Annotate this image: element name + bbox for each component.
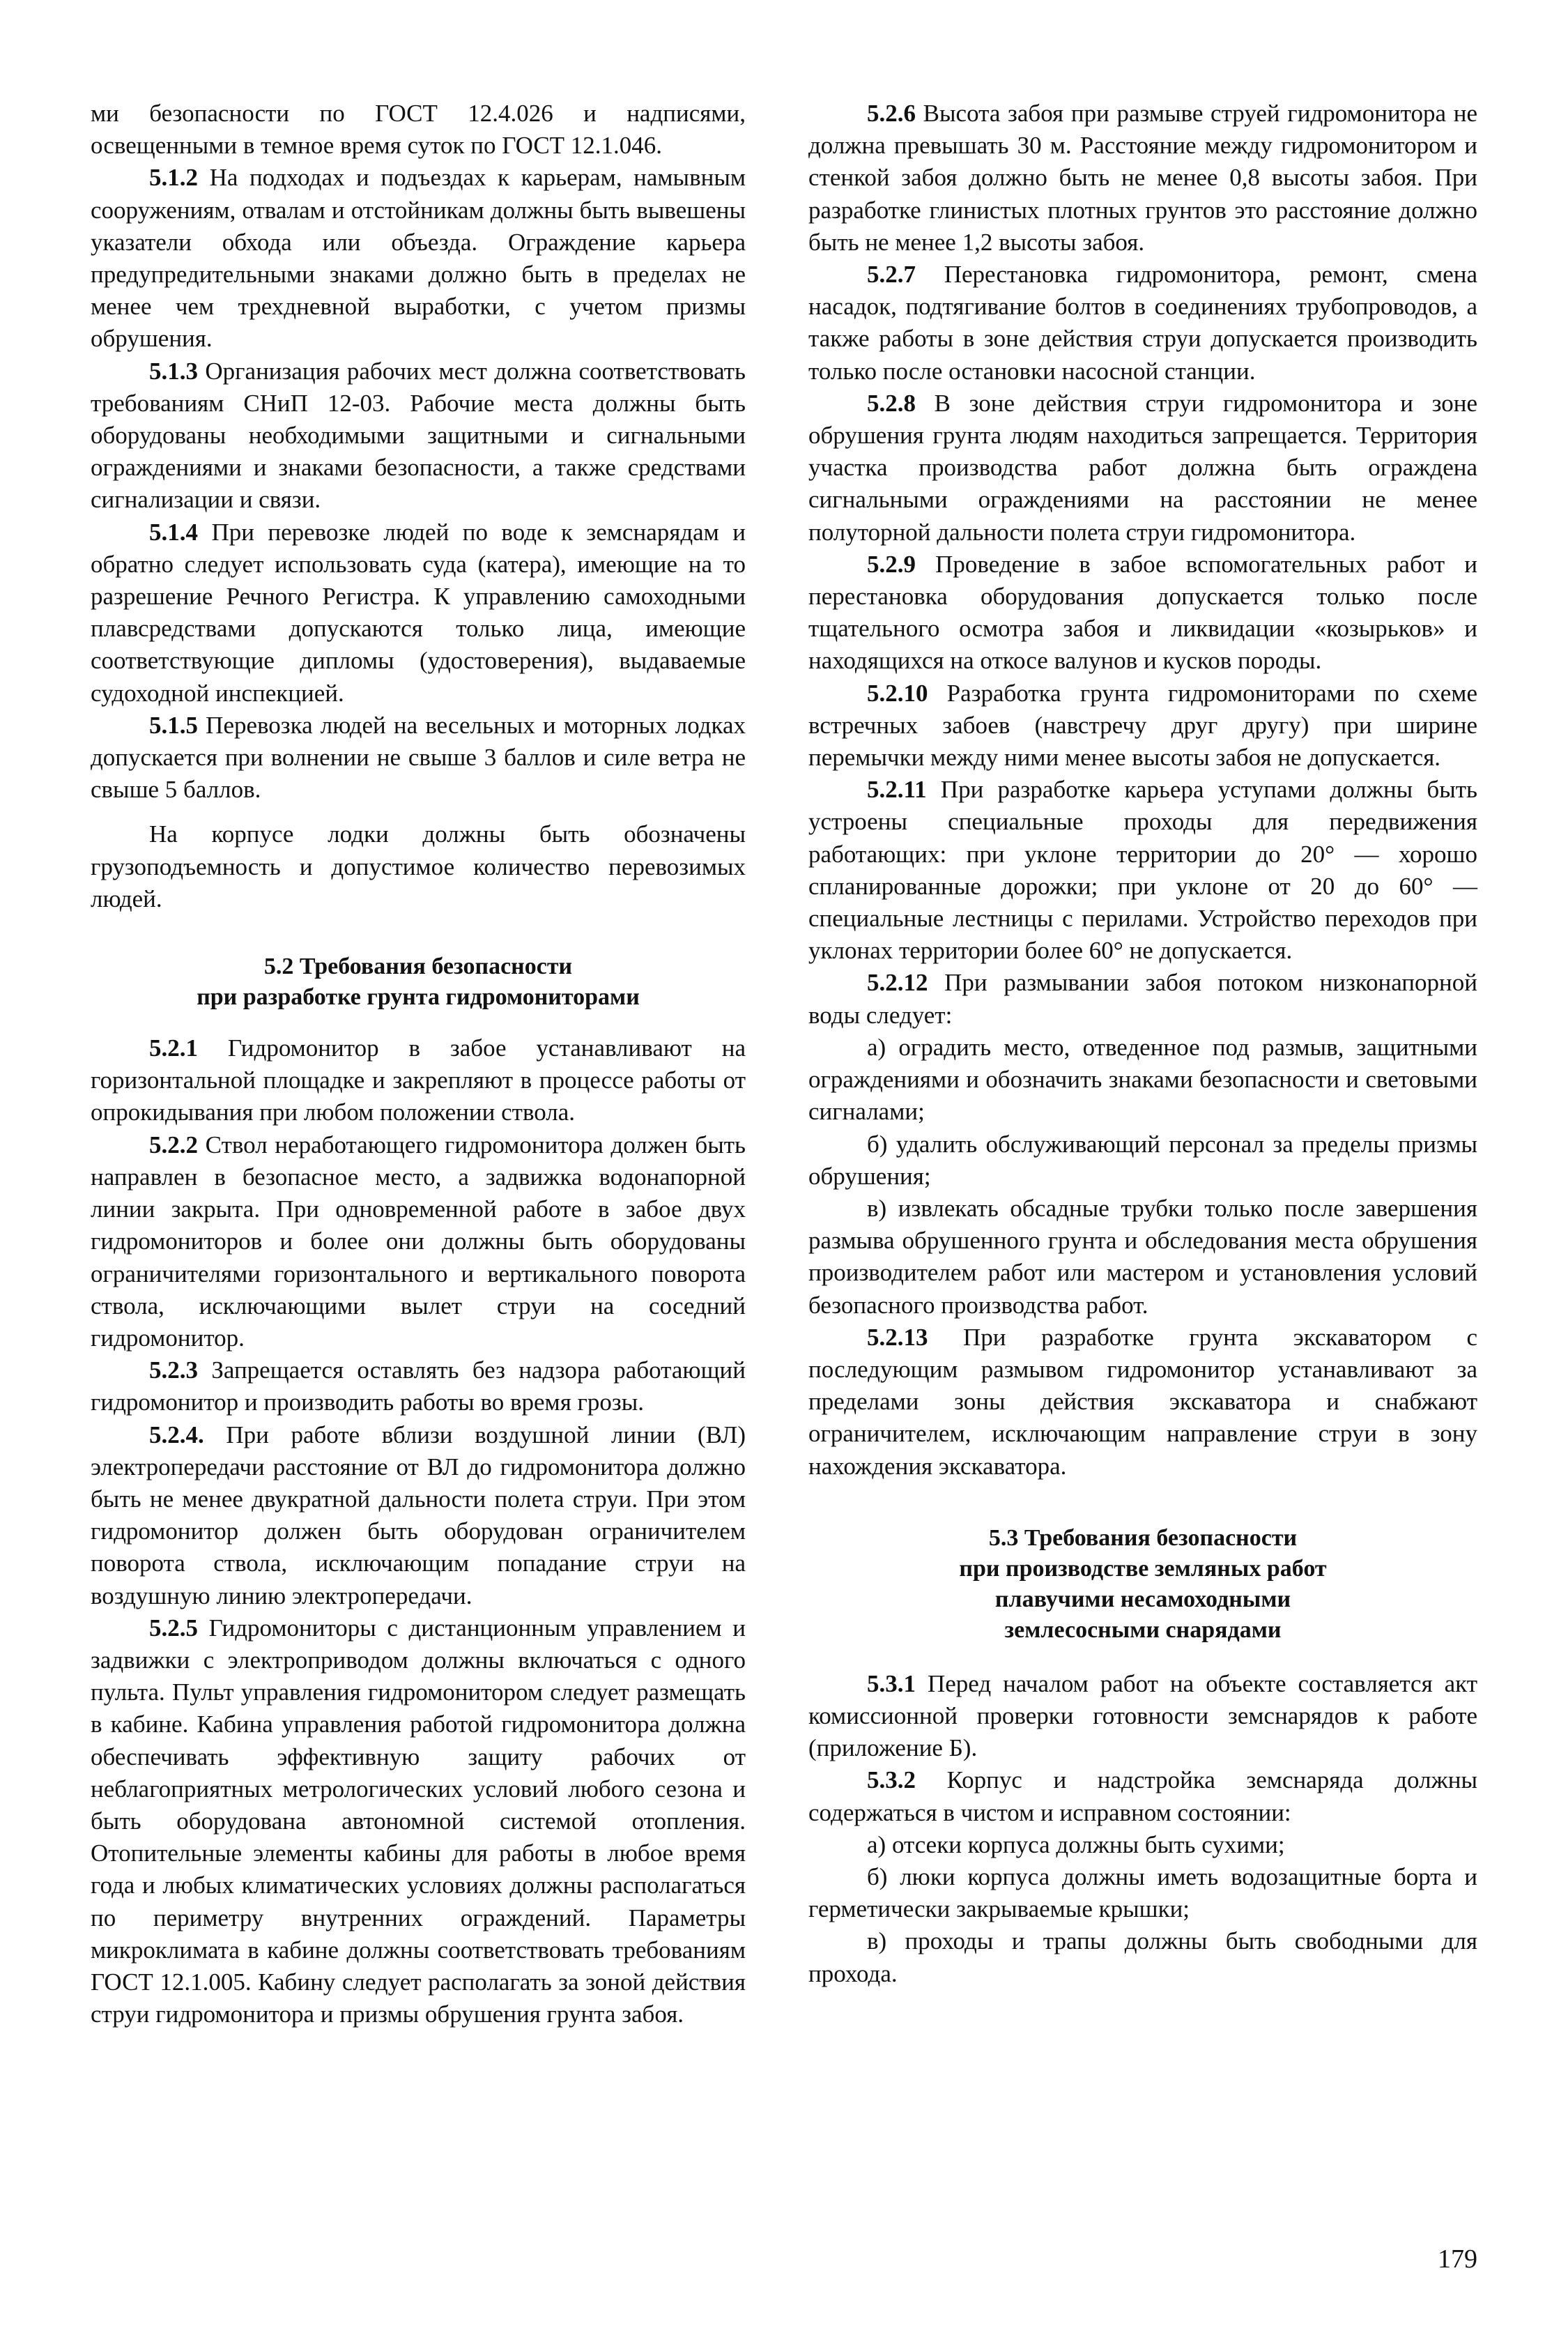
clause-text: При размывании забоя потоком низконапорной воды следует:	[808, 969, 1477, 1029]
heading-line: при разработке грунта гидромониторами	[197, 984, 640, 1011]
heading-line: 5.3 Требования безопасности	[988, 1524, 1298, 1551]
clause-number: 5.2.3	[149, 1356, 198, 1384]
clause-number: 5.2.13	[867, 1323, 928, 1351]
clause-number: 5.1.3	[149, 357, 198, 385]
clause-5-2-7	[808, 259, 1477, 388]
list-item-c: в) проходы и трапы должны быть свободными для прохода.	[808, 1927, 1477, 1987]
clause-number: 5.2.4.	[149, 1421, 204, 1448]
list-item-a: а) отсеки корпуса должны быть сухими;	[867, 1830, 1285, 1858]
heading-line: плавучими несамоходными	[994, 1586, 1291, 1612]
clause-number: 5.2.5	[149, 1614, 198, 1642]
clause-5-2-5	[91, 1612, 746, 2031]
clause-number: 5.3.2	[867, 1766, 916, 1794]
clause-text: Разработка грунта гидромониторами по схеме встречных забоев (навстречу друг другу) при ширине перемычки между ними менее высоты забоя не допускается.	[808, 679, 1477, 772]
clause-text: Перед началом работ на объекте составляется акт комиссионной проверки готовности земснарядов к работе (приложение Б).	[808, 1669, 1477, 1762]
clause-number: 5.2.2	[149, 1131, 198, 1158]
clause-5-2-3	[91, 1354, 746, 1418]
clause-5-2-13	[808, 1322, 1477, 1483]
clause-number: 5.2.6	[867, 100, 916, 127]
clause-text: Гидромониторы с дистанционным управлением и задвижки с электроприводом должны включаться с одного пульта. Пульт управления гидромонитором следует размещать в кабине. Кабина управления работой гидромонитора должна обеспечивать эффективную защиту рабочих от неблагоприятных метрологических условий любого сезона и быть оборудована автономной системой отопления. Отопительные элементы кабины для работы в любое время года и любых климатических условиях должны располагаться по периметру внутренних ограждений. Параметры микроклимата в кабине должны соответствовать требованиям ГОСТ 12.1.005. Кабину следует располагать за зоной действия струи гидромонитора и призмы обрушения грунта забоя.	[91, 1614, 746, 2028]
paragraph-boat: На корпусе лодки должны быть обозначены грузоподъемность и допустимое количество перевозимых людей.	[91, 820, 746, 912]
clause-5-2-12	[808, 967, 1477, 1031]
list-item-b: б) люки корпуса должны иметь водозащитные борта и герметически закрываемые крышки;	[808, 1862, 1477, 1923]
clause-5-1-3	[91, 355, 746, 517]
clause-text: При разработке грунта экскаватором с последующим размывом гидромонитор устанавливают за пределами зоны действия экскаватора и снабжают ограничителем, исключающим направление струи в зону нахождения экскаватора.	[808, 1323, 1477, 1480]
clause-text: Запрещается оставлять без надзора работающий гидромонитор и производить работы во время грозы.	[91, 1356, 746, 1416]
section-heading-5-2	[91, 951, 746, 1013]
clause-text: Перестановка гидромонитора, ремонт, смена насадок, подтягивание болтов в соединениях трубопроводов, а также работы в зоне действия струи допускается производить только после остановки насосной станции.	[808, 261, 1477, 385]
clause-number: 5.1.5	[149, 711, 198, 739]
clause-5-2-10	[808, 678, 1477, 774]
heading-line: землесосными снарядами	[1004, 1616, 1282, 1643]
clause-text: Корпус и надстройка земснаряда должны содержаться в чистом и исправном состоянии:	[808, 1766, 1477, 1826]
clause-number: 5.3.1	[867, 1669, 916, 1697]
clause-number: 5.2.12	[867, 969, 928, 997]
clause-number: 5.2.9	[867, 550, 916, 578]
clause-5-1-4	[91, 517, 746, 710]
page-number: 179	[1438, 2244, 1477, 2274]
clause-5-1-5	[91, 710, 746, 806]
clause-number: 5.1.4	[149, 518, 198, 546]
clause-text: При разработке карьера уступами должны быть устроены специальные проходы для передвижения работающих: при уклоне территории до 20° — хорошо спланированные дорожки; при уклоне от 20 до 60° —специальные лестницы с перилами. Устройство переходов при уклонах территории более 60° не допускается.	[808, 776, 1477, 965]
heading-line: при производстве земляных работ	[959, 1555, 1327, 1582]
clause-text: На подходах и подъездах к карьерам, намывным сооружениям, отвалам и отстойникам должны быть вывешены указатели обхода или объезда. Ограждение карьера предупредительными знаками должно быть в пределах не менее чем трехдневной выработки, с учетом призмы обрушения.	[91, 164, 746, 353]
clause-5-1-2	[91, 162, 746, 355]
clause-text: В зоне действия струи гидромонитора и зоне обрушения грунта людям находиться запрещается. Территория участка производства работ должна быть ограждена сигнальными ограждениями на расстоянии не менее полуторной дальности полета струи гидромонитора.	[808, 389, 1477, 546]
clause-5-2-8	[808, 388, 1477, 549]
clause-text: Организация рабочих мест должна соответствовать требованиям СНиП 12-03. Рабочие места должны быть оборудованы необходимыми защитными и сигнальными ограждениями и знаками безопасности, а также средствами сигнализации и связи.	[91, 357, 746, 514]
paragraph-intro: ми безопасности по ГОСТ 12.4.026 и надписями, освещенными в темное время суток по ГОСТ 12.1.046.	[91, 100, 746, 160]
left-column	[91, 98, 746, 2030]
clause-text: Проведение в забое вспомогательных работ и перестановка оборудования допускается только после тщательного осмотра забоя и ликвидации «козырьков» и находящихся на откосе валунов и кусков породы.	[808, 550, 1477, 675]
clause-text: При перевозке людей по воде к земснарядам и обратно следует использовать суда (катера), имеющие на то разрешение Речного Регистра. К управлению самоходными плавсредствами допускаются только лица, имеющие соответствующие дипломы (удостоверения), выдаваемые судоходной инспекцией.	[91, 518, 746, 707]
clause-5-2-4	[91, 1419, 746, 1612]
list-item-c: в) извлекать обсадные трубки только после завершения размыва обрушенного грунта и обследования места обрушения производителем работ или мастером и установления условий безопасного производства работ.	[808, 1194, 1477, 1319]
list-item-a: а) оградить место, отведенное под размыв, защитными ограждениями и обозначить знаками безопасности и световыми сигналами;	[808, 1033, 1477, 1126]
clause-number: 5.1.2	[149, 164, 198, 192]
clause-text: Перевозка людей на весельных и моторных лодках допускается при волнении не свыше 3 баллов и силе ветра не свыше 5 баллов.	[91, 711, 746, 804]
clause-5-2-1	[91, 1032, 746, 1129]
clause-number: 5.2.7	[867, 261, 916, 289]
clause-text: При работе вблизи воздушной линии (ВЛ) электропередачи расстояние от ВЛ до гидромонитора должно быть не менее двукратной дальности полета струи. При этом гидромонитор должен быть оборудован ограничителем поворота ствола, исключающим попадание струи на воздушную линию электропередачи.	[91, 1421, 746, 1609]
clause-number: 5.2.10	[867, 679, 928, 707]
clause-text: Высота забоя при размыве струей гидромонитора не должна превышать 30 м. Расстояние между гидромонитором и стенкой забоя должно быть не менее 0,8 высоты забоя. При разработке глинистых плотных грунтов это расстояние должно быть не менее 1,2 высоты забоя.	[808, 100, 1477, 256]
right-column	[808, 98, 1477, 1990]
clause-5-2-9	[808, 549, 1477, 678]
clause-5-3-2	[808, 1764, 1477, 1828]
clause-text: Ствол неработающего гидромонитора должен быть направлен в безопасное место, а задвижка водонапорной линии закрыта. При одновременной работе в забое двух гидромониторов и более они должны быть оборудованы ограничителями горизонтального и вертикального поворота ствола, исключающими вылет струи на соседний гидромонитор.	[91, 1131, 746, 1352]
clause-number: 5.2.8	[867, 389, 916, 417]
section-heading-5-3	[808, 1523, 1477, 1646]
clause-number: 5.2.11	[867, 776, 927, 804]
list-item-b: б) удалить обслуживающий персонал за пределы призмы обрушения;	[808, 1130, 1477, 1190]
clause-text: Гидромонитор в забое устанавливают на горизонтальной площадке и закрепляют в процессе работы от опрокидывания при любом положении ствола.	[91, 1034, 746, 1126]
heading-line: 5.2 Требования безопасности	[263, 954, 573, 980]
clause-number: 5.2.1	[149, 1034, 198, 1062]
clause-5-2-2	[91, 1129, 746, 1354]
clause-5-3-1	[808, 1668, 1477, 1765]
clause-5-2-6	[808, 98, 1477, 259]
clause-5-2-11	[808, 774, 1477, 967]
